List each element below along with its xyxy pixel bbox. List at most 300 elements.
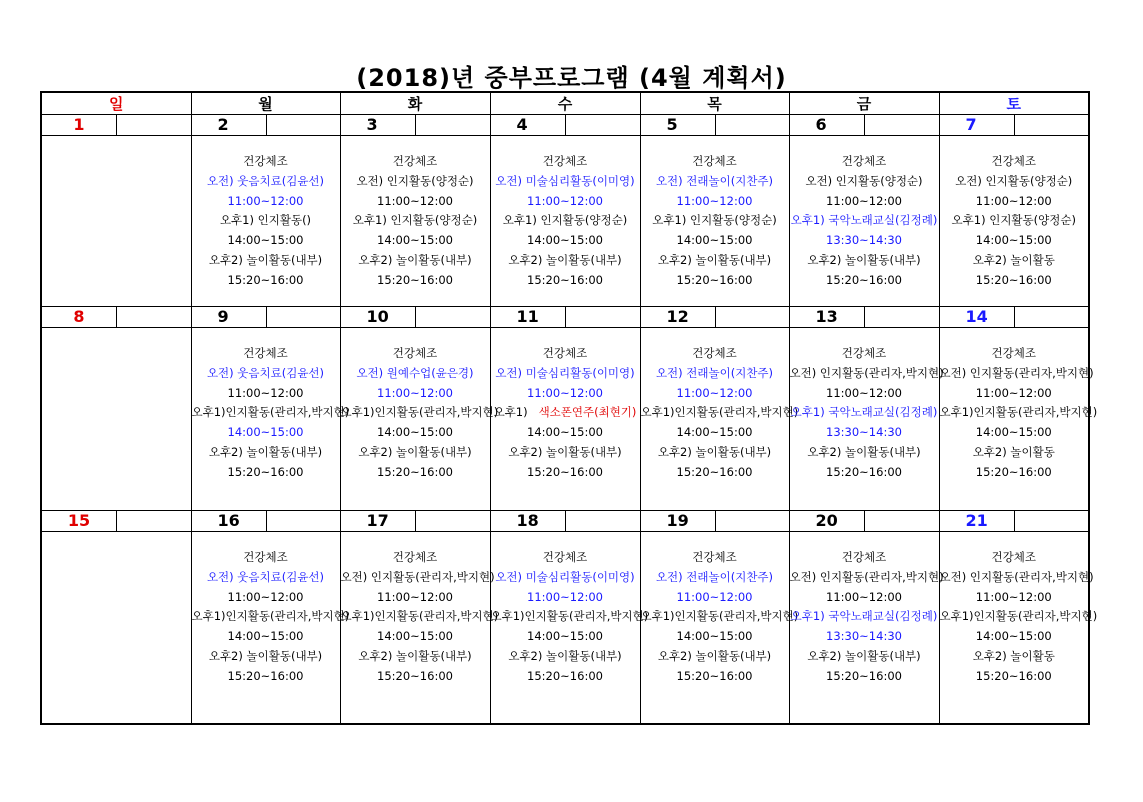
day-schedule-cell xyxy=(340,328,499,511)
day-schedule-cell xyxy=(340,136,490,307)
day-schedule-cell xyxy=(490,328,640,511)
date-number: 16 xyxy=(192,511,267,531)
schedule-line xyxy=(790,152,939,172)
date-cell-blank xyxy=(267,115,340,135)
schedule-line xyxy=(641,463,789,483)
schedule-text: 11:00~12:00 xyxy=(377,589,453,604)
schedule-line xyxy=(341,384,490,404)
date-cell xyxy=(789,115,939,136)
date-cell-blank xyxy=(865,307,939,327)
date-row xyxy=(41,307,1089,328)
day-schedule-cell xyxy=(41,328,191,511)
date-number: 13 xyxy=(790,307,865,327)
date-cell-blank xyxy=(716,115,789,135)
date-number: 18 xyxy=(491,511,566,531)
schedule-text: 건강체조 xyxy=(542,346,588,360)
day-schedule-cell xyxy=(640,328,799,511)
schedule-text: 15:20~16:00 xyxy=(826,668,902,683)
schedule-line xyxy=(192,443,340,463)
schedule-text: 건강체조 xyxy=(692,154,737,168)
day-schedule-cell xyxy=(939,136,1089,307)
schedule-row xyxy=(41,532,1089,725)
schedule-text: 오후1) 국악노래교실(김정례) xyxy=(790,213,938,228)
schedule-text: 14:00~15:00 xyxy=(676,629,753,644)
schedule-line xyxy=(790,423,939,443)
schedule-text: 오전) 인지활동(양정순) xyxy=(805,173,923,188)
schedule-line xyxy=(790,463,939,483)
schedule-text: 오전) 웃음치료(김윤선) xyxy=(206,365,325,380)
schedule-line xyxy=(640,403,799,423)
date-cell-blank xyxy=(566,115,640,135)
schedule-line xyxy=(940,344,1089,364)
date-cell xyxy=(191,307,340,328)
schedule-line xyxy=(491,384,640,404)
schedule-line xyxy=(640,607,799,627)
schedule-text: 14:00~15:00 xyxy=(527,629,603,644)
schedule-text: 오전) 웃음치료(김윤선) xyxy=(206,569,325,584)
schedule-text: 15:20~16:00 xyxy=(975,668,1052,683)
day-schedule-cell xyxy=(191,532,350,725)
schedule-line xyxy=(491,667,640,687)
schedule-line xyxy=(641,627,789,647)
schedule-text: 14:00~15:00 xyxy=(975,425,1052,440)
weekday-header: 화 xyxy=(340,92,490,115)
schedule-text: 오후2) 놀이활동(내부) xyxy=(807,252,921,267)
schedule-text: 11:00~12:00 xyxy=(676,589,753,604)
schedule-line xyxy=(192,172,340,192)
schedule-text: 건강체조 xyxy=(392,346,438,360)
schedule-line xyxy=(341,344,490,364)
date-number: 20 xyxy=(790,511,865,531)
day-schedule-cell xyxy=(939,532,1098,725)
schedule-text: 11:00~12:00 xyxy=(227,193,304,208)
schedule-line xyxy=(790,251,939,271)
day-schedule-cell xyxy=(939,328,1098,511)
schedule-line xyxy=(341,271,490,291)
date-cell xyxy=(490,115,640,136)
schedule-text: 오후1) xyxy=(493,405,528,420)
schedule-text: 오전) 전래놀이(지찬주) xyxy=(655,173,774,188)
schedule-line xyxy=(790,384,939,404)
weekday-header: 월 xyxy=(191,92,340,115)
schedule-text: 건강체조 xyxy=(542,550,588,564)
schedule-text: 14:00~15:00 xyxy=(975,629,1052,644)
schedule-line xyxy=(940,647,1089,667)
schedule-line xyxy=(641,192,789,212)
schedule-line xyxy=(341,588,490,608)
date-cell xyxy=(41,511,191,532)
schedule-line xyxy=(641,588,789,608)
schedule-line xyxy=(940,627,1089,647)
schedule-line xyxy=(790,211,939,231)
schedule-text: 11:00~12:00 xyxy=(377,193,453,208)
date-cell-blank xyxy=(865,115,939,135)
schedule-text: 오후2) 놀이활동(내부) xyxy=(508,252,622,267)
date-cell-blank xyxy=(117,511,191,531)
date-cell-blank xyxy=(716,307,789,327)
schedule-text: 15:20~16:00 xyxy=(377,464,453,479)
schedule-text: 오후1) 국악노래교실(김정례) xyxy=(790,609,938,624)
schedule-line xyxy=(341,152,490,172)
schedule-text: 건강체조 xyxy=(392,550,438,564)
schedule-row xyxy=(41,136,1089,307)
schedule-line xyxy=(790,667,939,687)
schedule-text: 오후1)인지활동(관리자,박지현) xyxy=(640,405,799,420)
schedule-line xyxy=(939,607,1098,627)
schedule-line xyxy=(341,627,490,647)
date-cell-blank xyxy=(416,307,490,327)
schedule-text: 15:20~16:00 xyxy=(975,464,1052,479)
date-number: 9 xyxy=(192,307,267,327)
schedule-line xyxy=(641,384,789,404)
schedule-line xyxy=(340,568,495,588)
schedule-text: 오후2) 놀이활동(내부) xyxy=(208,648,323,663)
schedule-line xyxy=(790,403,939,423)
schedule-text: 11:00~12:00 xyxy=(377,385,453,400)
schedule-line xyxy=(940,667,1089,687)
schedule-line xyxy=(641,667,789,687)
schedule-text: 건강체조 xyxy=(243,550,288,564)
schedule-text: 건강체조 xyxy=(991,154,1036,168)
schedule-row xyxy=(41,328,1089,511)
schedule-text: 건강체조 xyxy=(841,550,887,564)
day-schedule-cell xyxy=(640,532,799,725)
schedule-line xyxy=(790,172,939,192)
schedule-text: 건강체조 xyxy=(841,154,887,168)
date-cell xyxy=(490,307,640,328)
calendar-table xyxy=(40,91,1098,725)
date-cell-blank xyxy=(566,511,640,531)
schedule-line xyxy=(940,271,1089,291)
schedule-text: 건강체조 xyxy=(243,154,288,168)
schedule-text: 15:20~16:00 xyxy=(227,464,304,479)
schedule-text: 오후2) 놀이활동(내부) xyxy=(358,444,472,459)
schedule-text: 13:30~14:30 xyxy=(826,425,902,440)
date-cell xyxy=(640,307,789,328)
schedule-text: 오전) 미술심리활동(이미영) xyxy=(495,173,635,188)
schedule-text: 15:20~16:00 xyxy=(975,272,1052,287)
date-row xyxy=(41,115,1089,136)
schedule-line xyxy=(790,192,939,212)
schedule-line xyxy=(940,588,1089,608)
date-cell xyxy=(41,115,191,136)
schedule-line xyxy=(491,548,640,568)
schedule-text: 건강체조 xyxy=(841,346,887,360)
schedule-text: 건강체조 xyxy=(243,346,288,360)
schedule-line xyxy=(491,588,640,608)
schedule-text: 오후2) 놀이활동(내부) xyxy=(208,252,323,267)
day-schedule-cell xyxy=(191,328,350,511)
schedule-line xyxy=(641,271,789,291)
schedule-text: 건강체조 xyxy=(692,346,737,360)
schedule-line xyxy=(790,647,939,667)
date-number: 7 xyxy=(940,115,1015,135)
schedule-line xyxy=(641,568,789,588)
schedule-text: 14:00~15:00 xyxy=(377,425,453,440)
schedule-line xyxy=(192,192,340,212)
schedule-line xyxy=(940,463,1089,483)
schedule-text: 15:20~16:00 xyxy=(227,272,304,287)
schedule-text: 11:00~12:00 xyxy=(676,385,753,400)
schedule-line xyxy=(341,231,490,251)
schedule-line xyxy=(491,423,640,443)
schedule-line xyxy=(789,364,944,384)
schedule-text: 오후1)인지활동(관리자,박지현) xyxy=(340,405,499,420)
date-cell-blank xyxy=(1015,511,1089,531)
schedule-line xyxy=(790,443,939,463)
schedule-text: 오전) 미술심리활동(이미영) xyxy=(495,365,635,380)
schedule-line xyxy=(789,568,944,588)
day-schedule-cell xyxy=(41,136,191,307)
schedule-line xyxy=(192,384,340,404)
day-schedule-cell xyxy=(789,532,944,725)
schedule-line xyxy=(192,548,340,568)
schedule-text: 오후1) 인지활동(양정순) xyxy=(352,213,478,228)
schedule-text: 오후2) 놀이활동(내부) xyxy=(807,444,921,459)
schedule-line xyxy=(790,548,939,568)
schedule-line xyxy=(940,443,1089,463)
schedule-line xyxy=(940,172,1089,192)
schedule-line xyxy=(940,192,1089,212)
date-cell xyxy=(490,511,640,532)
date-row xyxy=(41,511,1089,532)
date-cell xyxy=(191,115,340,136)
schedule-line xyxy=(641,251,789,271)
schedule-text: 11:00~12:00 xyxy=(826,589,902,604)
day-schedule-cell xyxy=(490,136,640,307)
schedule-text: 15:20~16:00 xyxy=(377,272,453,287)
schedule-text: 오전) 웃음치료(김윤선) xyxy=(206,173,325,188)
schedule-line xyxy=(192,627,340,647)
schedule-text: 14:00~15:00 xyxy=(227,629,304,644)
schedule-text: 오후1) 국악노래교실(김정례) xyxy=(790,405,938,420)
day-schedule-cell xyxy=(490,532,649,725)
schedule-text: 15:20~16:00 xyxy=(377,668,453,683)
date-number: 2 xyxy=(192,115,267,135)
schedule-line xyxy=(641,231,789,251)
weekday-header: 금 xyxy=(789,92,939,115)
schedule-line xyxy=(341,647,490,667)
date-cell xyxy=(939,511,1089,532)
schedule-line xyxy=(192,423,340,443)
schedule-line xyxy=(192,647,340,667)
schedule-text: 15:20~16:00 xyxy=(227,668,304,683)
schedule-text: 14:00~15:00 xyxy=(527,425,603,440)
schedule-text: 오전) 전래놀이(지찬주) xyxy=(655,365,774,380)
day-schedule-cell xyxy=(640,136,789,307)
schedule-line xyxy=(192,667,340,687)
schedule-text: 오후2) 놀이활동 xyxy=(972,252,1055,267)
schedule-text: 건강체조 xyxy=(692,550,737,564)
schedule-text: 오후1) 인지활동(양정순) xyxy=(951,213,1076,228)
schedule-line xyxy=(192,271,340,291)
schedule-text: 오후2) 놀이활동 xyxy=(972,444,1055,459)
date-number: 15 xyxy=(42,511,117,531)
schedule-text: 오후2) 놀이활동(내부) xyxy=(657,648,772,663)
date-number: 10 xyxy=(341,307,416,327)
day-schedule-cell xyxy=(789,328,944,511)
schedule-line xyxy=(192,364,340,384)
schedule-line xyxy=(940,548,1089,568)
schedule-text: 11:00~12:00 xyxy=(826,193,902,208)
schedule-line xyxy=(940,423,1089,443)
schedule-text: 15:20~16:00 xyxy=(527,464,603,479)
schedule-text: 오후1) 인지활동(양정순) xyxy=(652,213,777,228)
date-number: 8 xyxy=(42,307,117,327)
schedule-line xyxy=(641,364,789,384)
schedule-text: 오전) 인지활동(양정순) xyxy=(356,173,474,188)
schedule-text: 오후1)인지활동(관리자,박지현) xyxy=(191,609,350,624)
date-cell-blank xyxy=(117,307,191,327)
schedule-line xyxy=(341,667,490,687)
schedule-text: 15:20~16:00 xyxy=(826,272,902,287)
schedule-line xyxy=(192,152,340,172)
schedule-text: 오전) 인지활동(관리자,박지현) xyxy=(939,569,1094,584)
date-cell xyxy=(340,511,490,532)
date-number: 1 xyxy=(42,115,117,135)
day-schedule-cell xyxy=(789,136,939,307)
weekday-header: 토 xyxy=(939,92,1089,115)
schedule-text: 오전) 원예수업(윤은경) xyxy=(356,365,474,380)
date-number: 3 xyxy=(341,115,416,135)
schedule-text: 14:00~15:00 xyxy=(377,629,453,644)
schedule-line xyxy=(491,251,640,271)
date-number: 4 xyxy=(491,115,566,135)
schedule-line xyxy=(940,251,1089,271)
schedule-text: 오후1)인지활동(관리자,박지현) xyxy=(490,609,649,624)
schedule-line xyxy=(491,211,640,231)
schedule-text: 11:00~12:00 xyxy=(227,589,304,604)
schedule-text: 14:00~15:00 xyxy=(377,233,453,248)
schedule-text: 15:20~16:00 xyxy=(676,464,753,479)
schedule-text: 14:00~15:00 xyxy=(676,425,753,440)
schedule-text: 오전) 인지활동(양정순) xyxy=(955,173,1073,188)
schedule-line xyxy=(491,568,640,588)
schedule-line xyxy=(192,211,340,231)
date-cell xyxy=(340,307,490,328)
schedule-line xyxy=(491,172,640,192)
weekday-header-row xyxy=(41,92,1089,115)
schedule-text: 11:00~12:00 xyxy=(527,589,603,604)
schedule-text: 15:20~16:00 xyxy=(676,272,753,287)
schedule-text: 14:00~15:00 xyxy=(227,425,304,440)
schedule-text: 오후2) 놀이활동(내부) xyxy=(358,648,472,663)
schedule-text-highlight: 색소폰연주(최현기) xyxy=(538,405,637,420)
schedule-line xyxy=(341,172,490,192)
schedule-text: 건강체조 xyxy=(392,154,438,168)
schedule-line xyxy=(341,211,490,231)
schedule-line xyxy=(192,344,340,364)
date-number: 12 xyxy=(641,307,716,327)
date-cell xyxy=(939,307,1089,328)
schedule-text: 14:00~15:00 xyxy=(227,233,304,248)
schedule-line xyxy=(191,607,350,627)
schedule-text: 오후2) 놀이활동(내부) xyxy=(208,444,323,459)
schedule-text: 오후1)인지활동(관리자,박지현) xyxy=(939,405,1098,420)
schedule-text: 건강체조 xyxy=(991,550,1036,564)
schedule-text: 11:00~12:00 xyxy=(826,385,902,400)
schedule-line xyxy=(940,152,1089,172)
schedule-line xyxy=(641,443,789,463)
schedule-line xyxy=(341,443,490,463)
day-schedule-cell xyxy=(191,136,340,307)
schedule-text: 건강체조 xyxy=(542,154,588,168)
schedule-text: 15:20~16:00 xyxy=(676,668,753,683)
schedule-line xyxy=(940,384,1089,404)
schedule-text: 오전) 인지활동(관리자,박지현) xyxy=(340,569,495,584)
schedule-text: 오전) 인지활동(관리자,박지현) xyxy=(939,365,1094,380)
date-number: 11 xyxy=(491,307,566,327)
schedule-text: 오후2) 놀이활동 xyxy=(972,648,1055,663)
schedule-line xyxy=(790,271,939,291)
schedule-line xyxy=(641,548,789,568)
schedule-text: 15:20~16:00 xyxy=(527,272,603,287)
date-cell-blank xyxy=(865,511,939,531)
schedule-line xyxy=(491,364,640,384)
schedule-line xyxy=(491,192,640,212)
schedule-text: 오전) 전래놀이(지찬주) xyxy=(655,569,774,584)
schedule-line xyxy=(341,364,490,384)
schedule-text: 오후1) 인지활동(양정순) xyxy=(502,213,628,228)
schedule-line xyxy=(939,364,1094,384)
schedule-line xyxy=(641,211,789,231)
schedule-line xyxy=(641,423,789,443)
schedule-text: 오후2) 놀이활동(내부) xyxy=(657,252,772,267)
schedule-line xyxy=(491,403,640,423)
date-cell-blank xyxy=(566,307,640,327)
weekday-header: 수 xyxy=(490,92,640,115)
date-cell xyxy=(41,307,191,328)
schedule-text: 오후2) 놀이활동(내부) xyxy=(508,444,622,459)
schedule-line xyxy=(641,152,789,172)
date-cell-blank xyxy=(1015,115,1089,135)
date-cell xyxy=(789,307,939,328)
schedule-text: 11:00~12:00 xyxy=(975,589,1052,604)
schedule-line xyxy=(192,231,340,251)
schedule-line xyxy=(491,271,640,291)
date-cell xyxy=(640,115,789,136)
date-number: 19 xyxy=(641,511,716,531)
schedule-line xyxy=(491,231,640,251)
schedule-line xyxy=(491,647,640,667)
schedule-line xyxy=(341,251,490,271)
date-number: 21 xyxy=(940,511,1015,531)
day-schedule-cell xyxy=(41,532,191,725)
schedule-line xyxy=(641,344,789,364)
schedule-text: 오후1)인지활동(관리자,박지현) xyxy=(640,609,799,624)
date-cell xyxy=(789,511,939,532)
schedule-text: 오전) 인지활동(관리자,박지현) xyxy=(789,365,944,380)
schedule-text: 11:00~12:00 xyxy=(527,385,603,400)
schedule-line xyxy=(790,231,939,251)
schedule-line xyxy=(790,627,939,647)
schedule-text: 오전) 미술심리활동(이미영) xyxy=(495,569,635,584)
schedule-line xyxy=(340,403,499,423)
schedule-text: 건강체조 xyxy=(991,346,1036,360)
schedule-line xyxy=(341,463,490,483)
date-number: 17 xyxy=(341,511,416,531)
schedule-line xyxy=(491,627,640,647)
schedule-line xyxy=(491,152,640,172)
date-cell xyxy=(340,115,490,136)
date-cell-blank xyxy=(267,307,340,327)
schedule-line xyxy=(940,211,1089,231)
day-schedule-cell xyxy=(340,532,499,725)
schedule-line xyxy=(940,231,1089,251)
date-number: 14 xyxy=(940,307,1015,327)
date-number: 5 xyxy=(641,115,716,135)
schedule-text: 오후2) 놀이활동(내부) xyxy=(807,648,921,663)
